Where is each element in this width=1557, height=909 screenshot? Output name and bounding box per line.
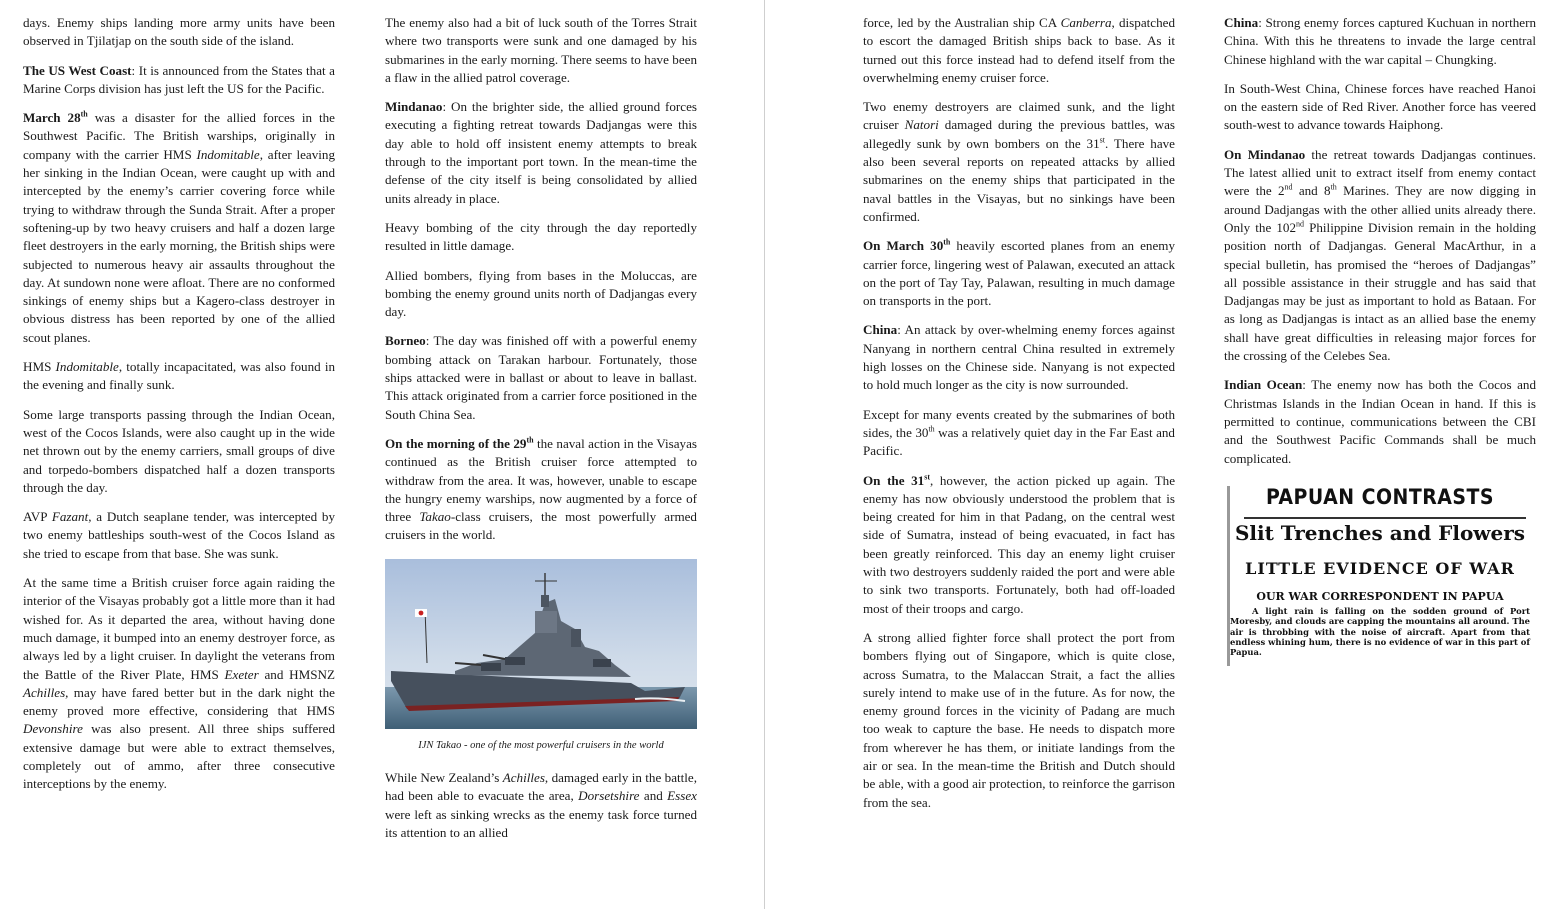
paragraph	[385, 332, 697, 423]
ship-figure	[385, 559, 697, 755]
column-1	[23, 14, 335, 805]
superscript: th	[928, 424, 935, 434]
paragraph	[385, 435, 697, 545]
paragraph: The enemy also had a bit of luck south of the Torres Strait where two transports were sunk and one damaged by his submarines in the early morning. There seems to have been a flaw in the allied patrol coverage.	[385, 15, 697, 85]
text: and	[639, 788, 668, 804]
ship-name: Fazant	[51, 509, 89, 525]
text: force, led by the Australian ship CA	[863, 15, 1061, 30]
superscript: st	[1099, 135, 1105, 145]
section-lead	[385, 436, 534, 451]
ship-name: Indomitable	[55, 359, 119, 375]
text: : On the brighter side, the allied ground forces executing a fighting retreat towards Dadjangas were this day able to hold off insistent enemy attempts to break through to the important port town. In the mean-time the defense of the city itself is being consolidated by allied units already in place.	[385, 99, 697, 206]
text: : The enemy now has both the Cocos and Christmas Islands in the Indian Ocean in hand. If this is permitted to continue, communications between the CBI and the Southwest Pacific Commands shall be much complicated.	[1224, 377, 1536, 466]
newspaper-clipping	[1224, 480, 1536, 674]
paragraph	[385, 769, 697, 842]
text: : Strong enemy forces captured Kuchuan in northern China. With this he threatens to invade the large central Chinese highland with the war capital – Chungking.	[1224, 15, 1536, 67]
text: and 8	[1292, 183, 1331, 199]
text: heavily escorted planes from an enemy carrier force, lingering west of Palawan, executed an attack on the port of Tay Tay, Palawan, resulting in much damage on transports in the port.	[863, 238, 1176, 309]
section-lead: The US West Coast	[23, 62, 132, 78]
superscript: nd	[1284, 183, 1293, 193]
paragraph: Allied bombers, flying from bases in the Moluccas, are bombing the enemy ground units north of Dadjangas every day.	[385, 267, 697, 320]
text: damaged during the previous battles, was allegedly sunk by own bombers on the 31	[863, 117, 1175, 151]
section-lead: Borneo	[385, 333, 426, 349]
paragraph	[1224, 146, 1536, 366]
text: was also present. All three ships suffered extensive damage but were able to extract themselves, completely out of ammo, after three consecutive interceptions by the enemy.	[23, 721, 335, 792]
paragraph	[23, 109, 335, 347]
text: , a Dutch seaplane tender, was intercepted by two enemy battleships south-west of the Cocos Island as she tried to escape from that base. She was sunk.	[23, 509, 336, 561]
warship-photo	[385, 559, 697, 729]
text: , dispatched to escort the damaged British ships back to base. As it turned out this force instead had to defend itself from the overwhelming enemy cruiser force.	[863, 15, 1175, 85]
section-lead: Mindanao	[385, 99, 443, 115]
ship-name: Achilles,	[23, 684, 69, 700]
superscript: th	[1330, 183, 1337, 193]
text: the retreat towards Dadjangas continues. The latest allied unit to extract itself from enemy contact were the 2	[1224, 146, 1536, 199]
text: On the morning of the 29	[385, 435, 527, 451]
clipping-subhead: Slit Trenches and Flowers	[1234, 520, 1526, 545]
section-lead	[23, 110, 88, 125]
paragraph	[23, 62, 335, 99]
ship-name: Achilles	[502, 770, 545, 786]
column-4	[1224, 14, 1536, 674]
text: On March 30	[863, 238, 944, 254]
paragraph	[385, 98, 697, 208]
superscript: th	[526, 435, 534, 445]
paragraph: A strong allied fighter force shall protect the port from bombers flying out of Singapore, which is quite close, across Sumatra, to the Malaccan Strait, a fact the allies surely intend to make use of in the future. As for now, the enemy ground forces in the vicinity of Padang are much too weak to capture the base. He needs to dispatch more from wherever he has them, or initiate landings from the air or sea. In the mean-time the British and Dutch should be able, with a good air protection, to reinforce the garrison from the sea.	[863, 629, 1175, 810]
paragraph	[863, 14, 1175, 87]
text: were left as sinking wrecks as the enemy task force turned its attention to an allied	[385, 806, 697, 840]
paragraph	[863, 406, 1175, 461]
section-lead	[863, 238, 950, 253]
clipping-rule	[1244, 517, 1526, 519]
clipping-deck: LITTLE EVIDENCE OF WAR	[1245, 558, 1515, 578]
ship-name: Takao	[419, 509, 451, 525]
text: , however, the action picked up again. The enemy has now obviously understood the problem that is being created for him in that Padang, on the central west side of Sumatra, instead of being evacuated, in fact has been greatly reinforced. This day an enemy light cruiser with two destroyers suddenly raided the port and were able to sink two transports. Fortunately, both had off-loaded most of their troops and cargo.	[863, 472, 1176, 616]
text: HMS	[23, 359, 56, 375]
column-2	[385, 14, 697, 853]
paragraph: In South-West China, Chinese forces have reached Hanoi on the eastern side of Red River. Another force has veered south-west to advance towards Haiphong.	[1224, 80, 1536, 133]
superscript: th	[80, 109, 88, 119]
clipping-byline: OUR WAR CORRESPONDENT IN PAPUA	[1256, 589, 1504, 603]
text: , after leaving her sinking in the Indian Ocean, were caught up with and intercepted by the enemy’s carrier covering force while trying to withdraw through the Sunda Strait. After a proper softening-up by two heavy cruisers and half a dozen large fleet destroyers in the early morning, the British ships were subjected to numerous heavy air assaults throughout the day. At sundown none were afloat. There are no conformed sinkings of enemy ships but a Kagero-class destroyer in obvious distress has been reported by one of the allied scout planes.	[23, 146, 336, 345]
text: Marines. They are now digging in around Dadjangas with the other allied units already there. Only the 102	[1224, 183, 1537, 235]
page-divider	[764, 0, 765, 909]
clipping-headline: PAPUAN CONTRASTS	[1266, 484, 1494, 509]
text: Except for many events created by the submarines of both sides, the 30	[863, 406, 1175, 440]
ship-name: Indomitable	[196, 146, 260, 162]
paragraph: Heavy bombing of the city through the day reportedly resulted in little damage.	[385, 219, 697, 254]
ship-name: Natori	[904, 117, 939, 133]
section-lead: China	[863, 322, 898, 338]
clipping-body: A light rain is falling on the sodden ground of Port Moresby, and clouds are capping the mountains all around. The air is throbbing with the noise of aircraft. Apart from that endless whining hum, there is no evidence of war in this part of Papua.	[1230, 605, 1530, 658]
text: : The day was finished off with a powerful enemy bombing attack on Tarakan harbour. Fortunately, those ships attacked were in ballast or about to leave in ballast. This attack originated from a carrier force positioned in the South China Sea.	[385, 333, 697, 422]
superscript: st	[924, 472, 930, 482]
text: March 28	[23, 110, 81, 126]
figure-caption: IJN Takao - one of the most powerful cruisers in the world	[418, 739, 664, 751]
paragraph: Some large transports passing through the Indian Ocean, west of the Cocos Islands, were also caught up in the wide net thrown out by the enemy carriers, small groups of dive and torpedo-bombers dispatched half a dozen transports through the day.	[23, 406, 335, 495]
text: Philippine Division remain in the holding position north of Dadjangas. General MacArthur, in a special bulletin, has promised the “heroes of Dadjangas” all possible assistance in their struggle and has said that Dadjangas may be just as important to hold as Bataan. For as long as Dadjangas is intact as an allied base the enemy shall have great difficulties in releasing major forces for the crossing of the Celebes Sea.	[1224, 219, 1536, 364]
paragraph	[23, 358, 335, 395]
text: , damaged early in the battle, had been able to evacuate the area,	[385, 770, 698, 804]
paragraph	[863, 472, 1175, 618]
paragraph	[23, 508, 335, 563]
ship-name: Essex	[667, 788, 697, 804]
paragraph	[863, 321, 1175, 394]
ship-name: Devonshire	[23, 721, 83, 737]
superscript: nd	[1296, 219, 1304, 229]
section-lead	[863, 473, 930, 488]
text: -class cruisers, the most powerfully armed cruisers in the world.	[385, 509, 697, 543]
text: While New Zealand’s	[385, 770, 503, 786]
text: was a disaster for the allied forces in the Southwest Pacific. The British warships, originally in company with the carrier HMS	[23, 110, 335, 162]
text: At the same time a British cruiser force again raiding the interior of the Visayas probably got a little more than it had wished for. As it departed the area, without having done much damage, it bumped into an enemy destroyer force, as always led by a light cruiser. In daylight the veterans from the Battle of the River Plate, HMS	[23, 575, 335, 682]
text: , totally incapacitated, was also found in the evening and finally sunk.	[23, 359, 335, 393]
text: On the 31	[863, 472, 925, 488]
section-lead: On Mindanao	[1224, 146, 1306, 162]
text: : It is announced from the States that a Marine Corps division has just left the US for the Pacific.	[23, 62, 335, 96]
section-lead: Indian Ocean	[1224, 377, 1303, 393]
paragraph: days. Enemy ships landing more army units have been observed in Tjilatjap on the south side of the island.	[23, 15, 335, 49]
superscript: th	[943, 237, 951, 247]
section-lead: China	[1224, 15, 1259, 30]
paragraph	[863, 237, 1175, 310]
ship-name: Dorsetshire	[578, 788, 640, 804]
text: . There have also been several reports on repeated attacks by allied submarines on the enemy ships that participated in the naval battles in the Visayas, but no sinkings have been confirmed.	[863, 135, 1175, 224]
text: may have fared better but in the dark night the enemy proved more effective, considering that HMS	[23, 684, 335, 719]
column-3	[863, 14, 1175, 823]
ship-name: Canberra	[1060, 15, 1112, 30]
paragraph	[863, 98, 1175, 226]
paragraph	[1224, 376, 1536, 467]
ship-name: Exeter	[224, 666, 259, 682]
text: and HMSNZ	[258, 666, 335, 682]
text: Two enemy destroyers are claimed sunk, and the light cruiser	[863, 99, 1175, 133]
paragraph	[23, 574, 335, 794]
paragraph	[1224, 14, 1536, 69]
text: was a relatively quiet day in the Far East and Pacific.	[863, 424, 1175, 459]
text: AVP	[23, 509, 52, 525]
text: : An attack by over-whelming enemy forces against Nanyang in northern central China resulted in extremely high losses on the Chinese side. Nanyang is not expected to hold much longer as the city is now surrounded.	[863, 322, 1175, 393]
text: the naval action in the Visayas continued as the British cruiser force attempted to withdraw from the area. It was, however, unable to escape the hungry enemy warships, now augmented by a force of three	[385, 435, 697, 525]
